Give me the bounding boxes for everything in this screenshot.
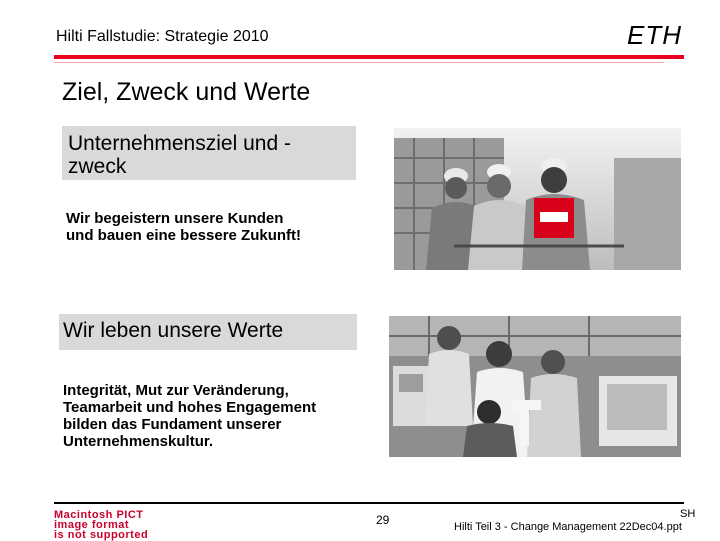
page-number: 29 [376, 513, 390, 527]
eth-logo: ETH [627, 20, 682, 50]
header-title: Hilti Fallstudie: Strategie 2010 [56, 28, 269, 45]
purpose-heading-line1: Unternehmensziel und - [68, 132, 291, 155]
construction-workers-photo [394, 128, 681, 270]
footer-rule [54, 502, 684, 504]
values-text [63, 382, 316, 450]
placeholder-line3: is not supported [54, 529, 149, 541]
purpose-heading-box [62, 126, 356, 180]
header-rule [54, 55, 684, 59]
placeholder-line1: Macintosh PICT [54, 509, 144, 521]
pict-placeholder-image [54, 510, 196, 540]
values-text-line2: Teamarbeit und hohes Engagement [63, 399, 317, 416]
lab-team-photo [389, 316, 681, 457]
placeholder-line2: image format [54, 519, 130, 531]
values-heading-box [59, 314, 357, 350]
purpose-heading-line2: zweck [68, 155, 127, 178]
purpose-text-line2: und bauen eine bessere Zukunft! [66, 227, 302, 244]
slide-title: Ziel, Zweck und Werte [62, 78, 311, 106]
footer-filename: Hilti Teil 3 - Change Management 22Dec04.ppt [454, 521, 682, 533]
author-initials: SH [680, 508, 696, 520]
values-heading: Wir leben unsere Werte [63, 319, 284, 342]
purpose-text-line1: Wir begeistern unsere Kunden [66, 210, 284, 227]
values-text-line1: Integrität, Mut zur Veränderung, [63, 382, 289, 399]
values-text-line3: bilden das Fundament unserer [63, 416, 282, 433]
purpose-text [66, 210, 301, 244]
values-text-line4: Unternehmenskultur. [63, 433, 214, 450]
header-rule-shadow [54, 62, 664, 63]
